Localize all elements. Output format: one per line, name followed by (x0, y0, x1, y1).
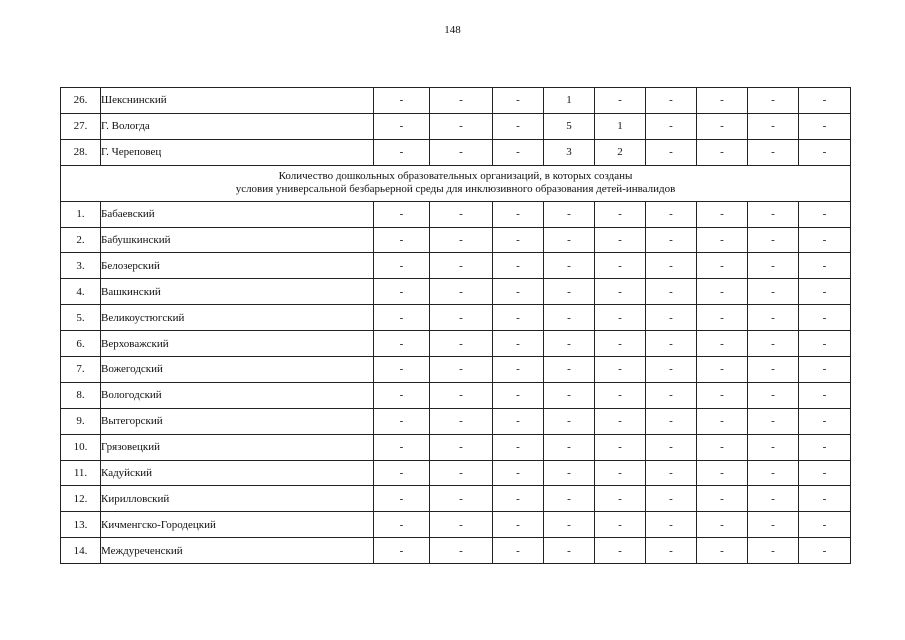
value-cell: - (493, 331, 544, 357)
value-cell: - (748, 357, 799, 383)
value-cell: - (748, 305, 799, 331)
table-row (61, 279, 851, 305)
value-cell: - (646, 486, 697, 512)
value-cell: - (748, 113, 799, 139)
row-number: 9. (61, 408, 101, 434)
value-cell: - (646, 460, 697, 486)
value-cell: - (748, 88, 799, 114)
value-cell: - (697, 331, 748, 357)
value-cell: 5 (544, 113, 595, 139)
value-cell: - (697, 201, 748, 227)
district-name: Грязовецкий (101, 434, 374, 460)
value-cell: - (595, 408, 646, 434)
value-cell: - (544, 227, 595, 253)
section-heading-row (61, 165, 851, 201)
table-row (61, 88, 851, 114)
table-row (61, 201, 851, 227)
value-cell: - (374, 434, 430, 460)
value-cell: - (430, 408, 493, 434)
statistics-table (60, 87, 851, 564)
value-cell: - (748, 486, 799, 512)
value-cell: - (697, 382, 748, 408)
value-cell: - (646, 538, 697, 564)
value-cell: - (697, 227, 748, 253)
value-cell: - (799, 88, 851, 114)
value-cell: - (748, 512, 799, 538)
value-cell: - (374, 382, 430, 408)
table-row (61, 253, 851, 279)
district-name: Кадуйский (101, 460, 374, 486)
value-cell: - (697, 88, 748, 114)
value-cell: - (544, 331, 595, 357)
table-section-heading (61, 165, 851, 201)
value-cell: - (799, 538, 851, 564)
value-cell: - (748, 201, 799, 227)
value-cell: - (544, 538, 595, 564)
value-cell: - (544, 512, 595, 538)
value-cell: - (493, 434, 544, 460)
section-heading (61, 165, 851, 201)
row-number: 2. (61, 227, 101, 253)
value-cell: - (646, 434, 697, 460)
row-number: 26. (61, 88, 101, 114)
value-cell: - (493, 538, 544, 564)
value-cell: - (430, 382, 493, 408)
value-cell: - (374, 460, 430, 486)
value-cell: - (646, 357, 697, 383)
value-cell: - (595, 434, 646, 460)
value-cell: - (697, 305, 748, 331)
table-row (61, 357, 851, 383)
value-cell: - (799, 305, 851, 331)
row-number: 7. (61, 357, 101, 383)
value-cell: - (544, 460, 595, 486)
value-cell: - (595, 460, 646, 486)
value-cell: - (799, 512, 851, 538)
district-name: Вожегодский (101, 357, 374, 383)
row-number: 28. (61, 139, 101, 165)
value-cell: - (430, 139, 493, 165)
table-row (61, 408, 851, 434)
value-cell: - (374, 305, 430, 331)
value-cell: - (493, 486, 544, 512)
table-row (61, 512, 851, 538)
value-cell: - (595, 357, 646, 383)
value-cell: - (646, 227, 697, 253)
value-cell: - (748, 331, 799, 357)
value-cell: - (646, 253, 697, 279)
value-cell: - (748, 279, 799, 305)
value-cell: - (493, 460, 544, 486)
value-cell: - (595, 486, 646, 512)
value-cell: - (799, 331, 851, 357)
value-cell: - (430, 512, 493, 538)
district-name: Верховажский (101, 331, 374, 357)
value-cell: - (374, 357, 430, 383)
district-name: Бабушкинский (101, 227, 374, 253)
value-cell: 2 (595, 139, 646, 165)
district-name: Бабаевский (101, 201, 374, 227)
value-cell: - (595, 382, 646, 408)
value-cell: - (493, 227, 544, 253)
table-row (61, 227, 851, 253)
value-cell: - (430, 201, 493, 227)
value-cell: - (544, 201, 595, 227)
value-cell: - (493, 88, 544, 114)
value-cell: - (697, 460, 748, 486)
row-number: 3. (61, 253, 101, 279)
district-name: Г. Вологда (101, 113, 374, 139)
value-cell: - (430, 460, 493, 486)
value-cell: - (748, 382, 799, 408)
value-cell: - (544, 253, 595, 279)
value-cell: - (748, 460, 799, 486)
page-number: 148 (444, 24, 461, 36)
value-cell: - (374, 408, 430, 434)
value-cell: - (799, 434, 851, 460)
table-row (61, 113, 851, 139)
value-cell: - (799, 201, 851, 227)
value-cell: 1 (595, 113, 646, 139)
value-cell: - (374, 331, 430, 357)
table-section-top (61, 88, 851, 166)
value-cell: - (374, 88, 430, 114)
value-cell: - (430, 113, 493, 139)
district-name: Шекснинский (101, 88, 374, 114)
value-cell: - (595, 253, 646, 279)
value-cell: 1 (544, 88, 595, 114)
value-cell: - (493, 113, 544, 139)
value-cell: - (748, 408, 799, 434)
value-cell: - (697, 486, 748, 512)
row-number: 1. (61, 201, 101, 227)
value-cell: - (595, 331, 646, 357)
value-cell: - (799, 382, 851, 408)
value-cell: - (544, 486, 595, 512)
value-cell: - (430, 434, 493, 460)
table-row (61, 538, 851, 564)
value-cell: - (544, 408, 595, 434)
value-cell: - (646, 139, 697, 165)
value-cell: - (646, 279, 697, 305)
value-cell: - (430, 279, 493, 305)
row-number: 4. (61, 279, 101, 305)
value-cell: - (493, 305, 544, 331)
value-cell: - (799, 253, 851, 279)
district-name: Г. Череповец (101, 139, 374, 165)
value-cell: - (799, 113, 851, 139)
value-cell: - (748, 139, 799, 165)
value-cell: - (595, 538, 646, 564)
district-name: Вытегорский (101, 408, 374, 434)
value-cell: - (646, 88, 697, 114)
table-row (61, 460, 851, 486)
row-number: 12. (61, 486, 101, 512)
value-cell: 3 (544, 139, 595, 165)
value-cell: - (748, 538, 799, 564)
table-row (61, 434, 851, 460)
district-name: Белозерский (101, 253, 374, 279)
value-cell: - (646, 382, 697, 408)
value-cell: - (374, 227, 430, 253)
value-cell: - (430, 486, 493, 512)
value-cell: - (646, 331, 697, 357)
value-cell: - (430, 305, 493, 331)
table-row (61, 486, 851, 512)
value-cell: - (697, 434, 748, 460)
row-number: 13. (61, 512, 101, 538)
value-cell: - (374, 139, 430, 165)
value-cell: - (595, 512, 646, 538)
value-cell: - (544, 305, 595, 331)
value-cell: - (430, 253, 493, 279)
district-name: Великоустюгский (101, 305, 374, 331)
value-cell: - (493, 512, 544, 538)
district-name: Вашкинский (101, 279, 374, 305)
value-cell: - (697, 538, 748, 564)
value-cell: - (748, 253, 799, 279)
value-cell: - (595, 279, 646, 305)
table-section-bottom (61, 201, 851, 563)
row-number: 10. (61, 434, 101, 460)
row-number: 8. (61, 382, 101, 408)
value-cell: - (646, 512, 697, 538)
value-cell: - (697, 253, 748, 279)
table-row (61, 331, 851, 357)
value-cell: - (430, 538, 493, 564)
value-cell: - (646, 408, 697, 434)
value-cell: - (697, 113, 748, 139)
row-number: 5. (61, 305, 101, 331)
value-cell: - (493, 408, 544, 434)
value-cell: - (493, 253, 544, 279)
value-cell: - (799, 279, 851, 305)
value-cell: - (430, 227, 493, 253)
row-number: 27. (61, 113, 101, 139)
value-cell: - (748, 227, 799, 253)
value-cell: - (544, 279, 595, 305)
value-cell: - (799, 408, 851, 434)
value-cell: - (697, 357, 748, 383)
value-cell: - (493, 382, 544, 408)
value-cell: - (799, 460, 851, 486)
value-cell: - (595, 227, 646, 253)
value-cell: - (544, 434, 595, 460)
table-row (61, 305, 851, 331)
value-cell: - (544, 382, 595, 408)
section-heading-line-1: Количество дошкольных образовательных организаций, в которых созданы (278, 170, 633, 183)
row-number: 11. (61, 460, 101, 486)
value-cell: - (374, 486, 430, 512)
value-cell: - (646, 113, 697, 139)
value-cell: - (697, 408, 748, 434)
value-cell: - (595, 305, 646, 331)
value-cell: - (697, 139, 748, 165)
value-cell: - (374, 201, 430, 227)
value-cell: - (544, 357, 595, 383)
table-row (61, 139, 851, 165)
table-row (61, 382, 851, 408)
value-cell: - (374, 538, 430, 564)
value-cell: - (493, 139, 544, 165)
value-cell: - (430, 357, 493, 383)
district-name: Кичменгско-Городецкий (101, 512, 374, 538)
value-cell: - (595, 88, 646, 114)
value-cell: - (799, 227, 851, 253)
district-name: Кирилловский (101, 486, 374, 512)
value-cell: - (374, 253, 430, 279)
value-cell: - (697, 279, 748, 305)
value-cell: - (374, 512, 430, 538)
row-number: 14. (61, 538, 101, 564)
value-cell: - (374, 113, 430, 139)
value-cell: - (646, 305, 697, 331)
value-cell: - (646, 201, 697, 227)
value-cell: - (697, 512, 748, 538)
value-cell: - (493, 357, 544, 383)
section-heading-line-2: условия универсальной безбарьерной среды для инклюзивного образования детей-инвалидов (235, 183, 676, 196)
value-cell: - (430, 331, 493, 357)
value-cell: - (748, 434, 799, 460)
district-name: Вологодский (101, 382, 374, 408)
district-name: Междуреченский (101, 538, 374, 564)
value-cell: - (430, 88, 493, 114)
value-cell: - (799, 139, 851, 165)
row-number: 6. (61, 331, 101, 357)
value-cell: - (799, 357, 851, 383)
value-cell: - (374, 279, 430, 305)
value-cell: - (493, 201, 544, 227)
value-cell: - (799, 486, 851, 512)
value-cell: - (493, 279, 544, 305)
value-cell: - (595, 201, 646, 227)
